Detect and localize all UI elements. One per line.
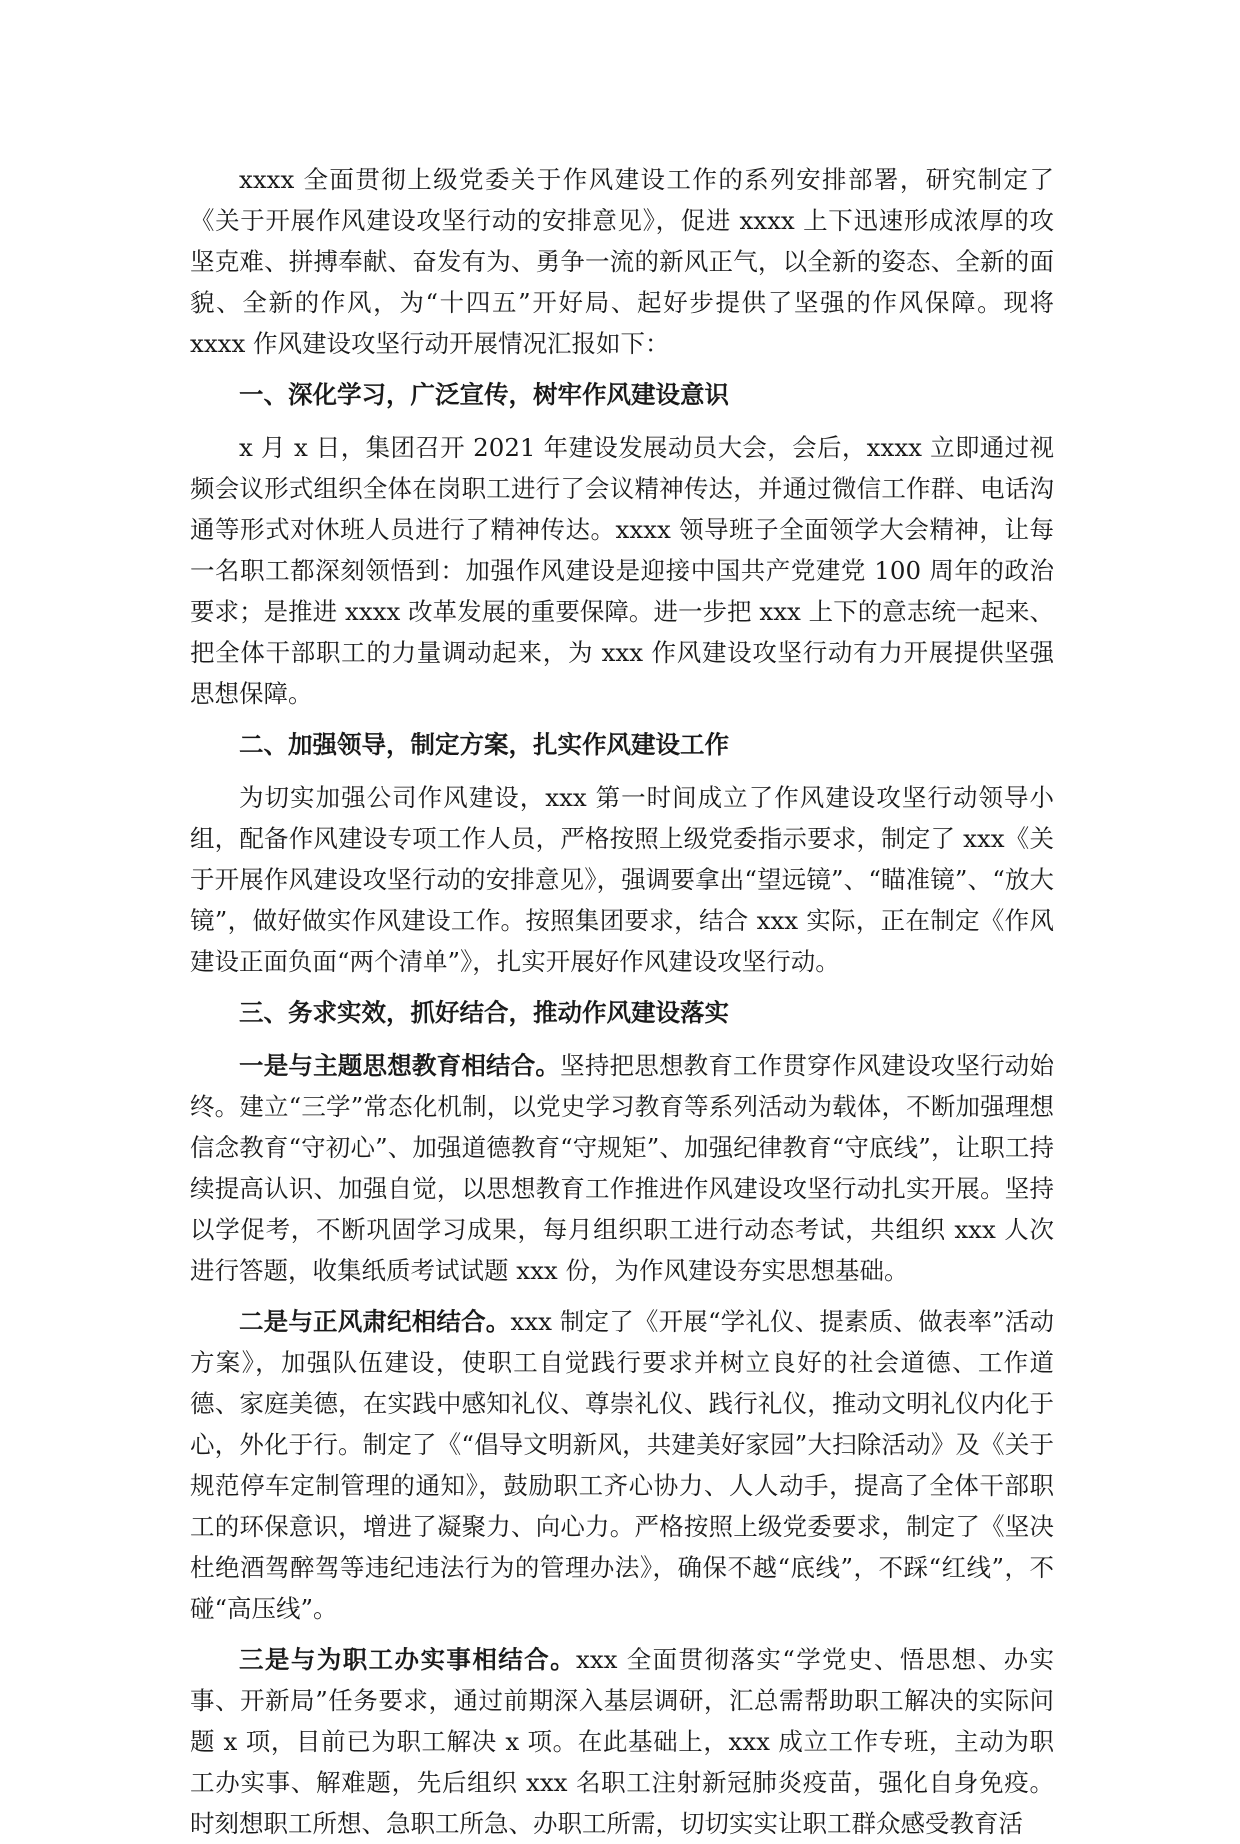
section-1-heading: 一、深化学习，广泛宣传，树牢作风建设意识 xyxy=(239,380,729,409)
section-3-heading: 三、务求实效，抓好结合，推动作风建设落实 xyxy=(239,998,729,1027)
section-3-item-1 xyxy=(190,1045,1054,1291)
item-3-lead: 三是与为职工办实事相结合。 xyxy=(239,1645,577,1674)
item-2-text: xxx 制定了《开展“学礼仪、提素质、做表率”活动方案》，加强队伍建设，使职工自觉践行要求并树立良好的社会道德、工作道德、家庭美德，在实践中感知礼仪、尊崇礼仪、践行礼仪，推动文明礼仪内化于心，外化于行。制定了《“倡导文明新风，共建美好家园”大扫除活动》及《关于规范停车定制管理的通知》，鼓励职工齐心协力、人人动手，提高了全体干部职工的环保意识，增进了凝聚力、向心力。严格按照上级党委要求，制定了《坚决杜绝酒驾醉驾等违纪违法行为的管理办法》，确保不越“底线”，不踩“红线”，不碰“高压线”。 xyxy=(190,1307,1054,1623)
section-2-paragraph: 为切实加强公司作风建设，xxx 第一时间成立了作风建设攻坚行动领导小组，配备作风建设专项工作人员，严格按照上级党委指示要求，制定了 xxx《关于开展作风建设攻坚行动的安排意见》，强调要拿出“望远镜”、“瞄准镜”、“放大镜”，做好做实作风建设工作。按照集团要求，结合 xxx 实际，正在制定《作风建设正面负面“两个清单”》，扎实开展好作风建设攻坚行动。 xyxy=(190,783,1054,976)
intro-paragraph: xxxx 全面贯彻上级党委关于作风建设工作的系列安排部署，研究制定了《关于开展作风建设攻坚行动的安排意见》，促进 xxxx 上下迅速形成浓厚的攻坚克难、拼搏奉献、奋发有为、勇争一流的新风正气，以全新的姿态、全新的面貌、全新的作风，为“十四五”开好局、起好步提供了坚强的作风保障。现将 xxxx 作风建设攻坚行动开展情况汇报如下： xyxy=(190,165,1054,358)
section-2-heading: 二、加强领导，制定方案，扎实作风建设工作 xyxy=(239,730,729,759)
section-3-item-2 xyxy=(190,1301,1054,1629)
item-3-text: xxx 全面贯彻落实“学党史、悟思想、办实事、开新局”任务要求，通过前期深入基层调研，汇总需帮助职工解决的实际问题 x 项，目前已为职工解决 x 项。在此基础上，xxx 成立工作专班，主动为职工办实事、解难题，先后组织 xxx 名职工注射新冠肺炎疫苗，强化自身免疫。时刻想职工所想、急职工所急、办职工所需，切切实实让职工群众感受教育活 xyxy=(190,1645,1055,1838)
section-3-item-3 xyxy=(190,1639,1054,1844)
item-1-text: 坚持把思想教育工作贯穿作风建设攻坚行动始终。建立“三学”常态化机制，以党史学习教育等系列活动为载体，不断加强理想信念教育“守初心”、加强道德教育“守规矩”、加强纪律教育“守底线”，让职工持续提高认识、加强自觉，以思想教育工作推进作风建设攻坚行动扎实开展。坚持以学促考，不断巩固学习成果，每月组织职工进行动态考试，共组织 xxx 人次进行答题，收集纸质考试试题 xxx 份，为作风建设夯实思想基础。 xyxy=(190,1051,1054,1285)
item-2-lead: 二是与正风肃纪相结合。 xyxy=(239,1307,511,1336)
section-1-paragraph: x 月 x 日，集团召开 2021 年建设发展动员大会，会后，xxxx 立即通过视频会议形式组织全体在岗职工进行了会议精神传达，并通过微信工作群、电话沟通等形式对休班人员进行了精神传达。xxxx 领导班子全面领学大会精神，让每一名职工都深刻领悟到：加强作风建设是迎接中国共产党建党 100 周年的政治要求；是推进 xxxx 改革发展的重要保障。进一步把 xxx 上下的意志统一起来、把全体干部职工的力量调动起来，为 xxx 作风建设攻坚行动有力开展提供坚强思想保障。 xyxy=(190,433,1054,708)
item-1-lead: 一是与主题思想教育相结合。 xyxy=(239,1051,561,1080)
